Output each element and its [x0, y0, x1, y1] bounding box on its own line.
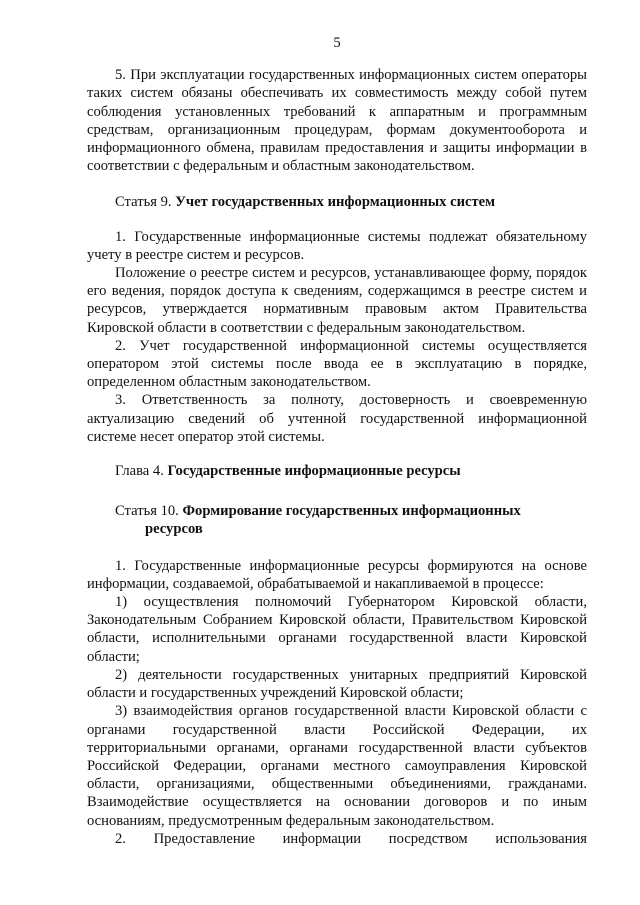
article-10-clause-1-item-2: 2) деятельности государственных унитарных предприятий Кировской области и государственных учреждений Кировской области;	[87, 666, 587, 702]
article-9-prefix: Статья 9.	[115, 194, 172, 211]
article-10-title-line-1: Формирование государственных информационных	[182, 503, 521, 520]
article-9-heading	[87, 193, 587, 211]
chapter-4-title: Государственные информационные ресурсы	[167, 463, 461, 480]
paragraph-5: 5. При эксплуатации государственных информационных систем операторы таких систем обязаны обеспечивать их совместимость между собой путем соблюдения установленных требований к аппаратным и программным средствам, организационным процедурам, формам документооборота и информационного обмена, правилам предоставления и защиты информации в соответствии с федеральным и областным законодательством.	[87, 67, 587, 175]
article-9-title: Учет государственных информационных систем	[175, 194, 496, 211]
article-10-clause-1-item-3: 3) взаимодействия органов государственной власти Кировской области с органами государственной власти Российской Федерации, их территориальными органами, органами государственной власти субъектов Российской Федерации, органами местного самоуправления Кировской области, организациями, общественными объединениями, гражданами. Взаимодействие осуществляется на основании договоров и по иным основаниям, предусмотренным федеральным законодательством.	[87, 703, 587, 829]
article-9-clause-1: 1. Государственные информационные системы подлежат обязательному учету в реестре систем и ресурсов.	[87, 228, 587, 263]
page-number: 5	[333, 35, 341, 51]
article-10-prefix: Статья 10.	[115, 503, 179, 520]
article-10-clause-1: 1. Государственные информационные ресурсы формируются на основе информации, создаваемой, обрабатываемой и накапливаемой в процессе:	[87, 557, 587, 592]
chapter-4-heading	[87, 462, 587, 480]
article-10-clause-1-item-1: 1) осуществления полномочий Губернатором Кировской области, Законодательным Собранием Кировской области, Правительством Кировской области, исполнительными органами государственной власти Кировской области;	[87, 594, 587, 665]
article-10-title-line-2: ресурсов	[145, 521, 203, 538]
document-page	[87, 34, 587, 848]
chapter-4-prefix: Глава 4.	[115, 463, 164, 480]
article-9-clause-3: 3. Ответственность за полноту, достоверность и своевременную актуализацию сведений об учтенной государственной информационной системе несет оператор этой системы.	[87, 392, 587, 445]
article-9-clause-1-regulation: Положение о реестре систем и ресурсов, устанавливающее форму, порядок его ведения, порядок доступа к сведениям, содержащимся в реестре систем и ресурсов, утверждается нормативным правовым актом Правительства Кировской области в соответствии с федеральным законодательством.	[87, 265, 587, 336]
article-9-clause-2: 2. Учет государственной информационной системы осуществляется оператором этой системы после ввода ее в эксплуатацию в порядке, определенном областным законодательством.	[87, 337, 587, 391]
article-10-clause-2: 2. Предоставление информации посредством использования	[115, 830, 587, 847]
article-10-heading	[87, 502, 587, 538]
